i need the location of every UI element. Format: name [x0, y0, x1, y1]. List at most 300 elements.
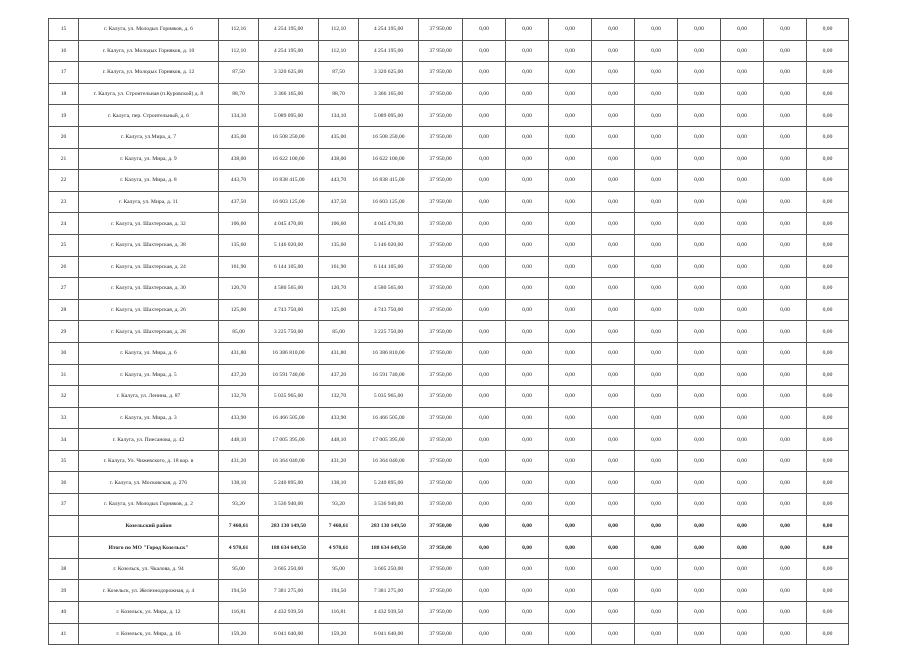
address-cell: г. Калуга, ул. Мира, д. 5 [79, 364, 219, 386]
value-cell: 0,00 [463, 40, 506, 62]
value-cell: 0,00 [721, 191, 764, 213]
table-row [49, 450, 849, 472]
value-cell: 0,00 [678, 515, 721, 537]
value-cell: 0,00 [592, 342, 635, 364]
value-cell: 125,00 [319, 299, 359, 321]
value-cell: 0,00 [678, 213, 721, 235]
value-cell: 0,00 [807, 472, 849, 494]
value-cell: 0,00 [721, 450, 764, 472]
table-row [49, 126, 849, 148]
value-cell: 0,00 [549, 472, 592, 494]
value-cell: 0,00 [592, 278, 635, 300]
value-cell: 85,00 [219, 321, 259, 343]
value-cell: 5 240 895,00 [359, 472, 419, 494]
value-cell: 134,10 [219, 105, 259, 127]
value-cell: 17 005 395,00 [259, 429, 319, 451]
value-cell: 431,20 [219, 450, 259, 472]
value-cell: 0,00 [463, 515, 506, 537]
table-row [49, 472, 849, 494]
value-cell: 0,00 [592, 623, 635, 645]
value-cell: 125,00 [219, 299, 259, 321]
value-cell: 0,00 [506, 342, 549, 364]
value-cell: 437,20 [319, 364, 359, 386]
value-cell: 0,00 [721, 126, 764, 148]
value-cell: 0,00 [549, 580, 592, 602]
value-cell: 0,00 [592, 148, 635, 170]
value-cell: 16 591 740,00 [259, 364, 319, 386]
value-cell: 37 950,00 [419, 19, 463, 41]
value-cell: 37 950,00 [419, 148, 463, 170]
value-cell: 3 605 250,00 [259, 558, 319, 580]
value-cell: 0,00 [678, 321, 721, 343]
value-cell: 4 045 470,00 [259, 213, 319, 235]
value-cell: 0,00 [592, 126, 635, 148]
value-cell: 3 366 165,00 [359, 83, 419, 105]
value-cell: 0,00 [506, 299, 549, 321]
value-cell: 0,00 [506, 278, 549, 300]
value-cell: 0,00 [506, 494, 549, 516]
value-cell: 0,00 [592, 62, 635, 84]
address-cell: г. Калуга, ул. Мира, д. 8 [79, 170, 219, 192]
address-cell: г. Калуга, ул. Строительная (п.Куровской) д. 8 [79, 83, 219, 105]
table-row [49, 299, 849, 321]
value-cell: 0,00 [721, 580, 764, 602]
value-cell: 5 146 020,00 [259, 234, 319, 256]
value-cell: 16 386 810,00 [259, 342, 319, 364]
address-cell: г. Калуга, ул. Шахтерская, д. 38 [79, 234, 219, 256]
value-cell: 0,00 [721, 321, 764, 343]
value-cell: 7 381 275,00 [359, 580, 419, 602]
value-cell: 188 634 649,50 [259, 537, 319, 559]
table-row [49, 429, 849, 451]
value-cell: 0,00 [807, 407, 849, 429]
value-cell: 134,10 [319, 105, 359, 127]
value-cell: 0,00 [549, 19, 592, 41]
value-cell: 3 225 750,00 [359, 321, 419, 343]
address-cell: г. Калуга, ул. Молодых Горняков, д. 2 [79, 494, 219, 516]
value-cell: 0,00 [764, 19, 807, 41]
value-cell: 0,00 [506, 105, 549, 127]
row-number: 35 [49, 450, 79, 472]
value-cell: 0,00 [463, 148, 506, 170]
address-cell: г. Калуга, Ул. Чижевского, д. 18 кор. в [79, 450, 219, 472]
value-cell: 435,00 [319, 126, 359, 148]
value-cell: 438,00 [219, 148, 259, 170]
value-cell: 0,00 [678, 105, 721, 127]
value-cell: 0,00 [549, 191, 592, 213]
value-cell: 37 950,00 [419, 278, 463, 300]
value-cell: 7 460,61 [219, 515, 259, 537]
value-cell: 0,00 [592, 580, 635, 602]
value-cell: 0,00 [764, 623, 807, 645]
value-cell: 3 605 250,00 [359, 558, 419, 580]
value-cell: 0,00 [549, 429, 592, 451]
row-number: 25 [49, 234, 79, 256]
value-cell: 0,00 [592, 515, 635, 537]
value-cell: 0,00 [635, 407, 678, 429]
value-cell: 0,00 [807, 450, 849, 472]
value-cell: 0,00 [807, 278, 849, 300]
value-cell: 0,00 [764, 278, 807, 300]
value-cell: 0,00 [678, 278, 721, 300]
value-cell: 0,00 [807, 515, 849, 537]
value-cell: 0,00 [635, 558, 678, 580]
value-cell: 0,00 [635, 83, 678, 105]
value-cell: 0,00 [721, 515, 764, 537]
address-cell: г. Калуга, ул. Шахтерская, д. 26 [79, 299, 219, 321]
table-row [49, 148, 849, 170]
value-cell: 0,00 [592, 19, 635, 41]
value-cell: 0,00 [635, 278, 678, 300]
value-cell: 0,00 [807, 386, 849, 408]
value-cell: 435,00 [219, 126, 259, 148]
value-cell: 0,00 [592, 321, 635, 343]
address-cell: г. Калуга, пер. Строительный, д. 6 [79, 105, 219, 127]
value-cell: 448,10 [219, 429, 259, 451]
value-cell: 0,00 [635, 429, 678, 451]
value-cell: 0,00 [549, 515, 592, 537]
value-cell: 5 240 895,00 [259, 472, 319, 494]
housing-table [48, 18, 849, 645]
value-cell: 4 743 750,00 [259, 299, 319, 321]
value-cell: 88,70 [219, 83, 259, 105]
row-number: 34 [49, 429, 79, 451]
value-cell: 37 950,00 [419, 580, 463, 602]
value-cell: 0,00 [721, 494, 764, 516]
value-cell: 37 950,00 [419, 407, 463, 429]
value-cell: 0,00 [549, 40, 592, 62]
value-cell: 16 622 100,00 [259, 148, 319, 170]
value-cell: 0,00 [635, 580, 678, 602]
value-cell: 0,00 [678, 623, 721, 645]
value-cell: 106,60 [219, 213, 259, 235]
row-number: 22 [49, 170, 79, 192]
value-cell: 95,00 [319, 558, 359, 580]
value-cell: 0,00 [463, 580, 506, 602]
value-cell: 0,00 [592, 170, 635, 192]
address-cell: г. Калуга, ул. Мира, д. 9 [79, 148, 219, 170]
value-cell: 138,10 [319, 472, 359, 494]
address-cell: г. Калуга, ул. Шахтерская, д. 32 [79, 213, 219, 235]
row-number: 30 [49, 342, 79, 364]
value-cell: 16 508 250,00 [359, 126, 419, 148]
value-cell: 16 622 100,00 [359, 148, 419, 170]
value-cell: 0,00 [463, 407, 506, 429]
value-cell: 0,00 [463, 299, 506, 321]
value-cell: 0,00 [463, 126, 506, 148]
value-cell: 0,00 [764, 515, 807, 537]
value-cell: 0,00 [807, 126, 849, 148]
value-cell: 283 130 149,50 [359, 515, 419, 537]
value-cell: 0,00 [678, 558, 721, 580]
value-cell: 0,00 [463, 19, 506, 41]
value-cell: 0,00 [463, 62, 506, 84]
value-cell: 0,00 [764, 170, 807, 192]
value-cell: 433,90 [319, 407, 359, 429]
value-cell: 37 950,00 [419, 234, 463, 256]
value-cell: 0,00 [549, 299, 592, 321]
value-cell: 5 035 965,00 [259, 386, 319, 408]
value-cell: 0,00 [678, 299, 721, 321]
table-row [49, 623, 849, 645]
value-cell: 0,00 [764, 62, 807, 84]
value-cell: 0,00 [764, 191, 807, 213]
address-cell: г. Козельск, ул. Мира, д. 16 [79, 623, 219, 645]
value-cell: 3 366 165,00 [259, 83, 319, 105]
value-cell: 0,00 [592, 429, 635, 451]
value-cell: 37 950,00 [419, 256, 463, 278]
table-row [49, 40, 849, 62]
row-number: 20 [49, 126, 79, 148]
value-cell: 0,00 [506, 234, 549, 256]
value-cell: 95,00 [219, 558, 259, 580]
value-cell: 135,60 [219, 234, 259, 256]
value-cell: 4 254 195,00 [359, 19, 419, 41]
value-cell: 0,00 [592, 40, 635, 62]
value-cell: 17 005 395,00 [359, 429, 419, 451]
value-cell: 0,00 [807, 602, 849, 624]
value-cell: 0,00 [592, 299, 635, 321]
value-cell: 0,00 [764, 450, 807, 472]
value-cell: 0,00 [592, 256, 635, 278]
value-cell: 0,00 [549, 148, 592, 170]
value-cell: 138,10 [219, 472, 259, 494]
table-row [49, 256, 849, 278]
value-cell: 0,00 [635, 623, 678, 645]
table-row [49, 105, 849, 127]
value-cell: 0,00 [678, 40, 721, 62]
value-cell: 0,00 [721, 299, 764, 321]
value-cell: 0,00 [764, 234, 807, 256]
address-cell: г. Калуга, ул. Мира, д. 11 [79, 191, 219, 213]
value-cell: 16 603 125,00 [259, 191, 319, 213]
row-number: 31 [49, 364, 79, 386]
value-cell: 0,00 [807, 342, 849, 364]
summary-row [49, 515, 849, 537]
value-cell: 0,00 [721, 386, 764, 408]
value-cell: 37 950,00 [419, 558, 463, 580]
value-cell: 194,50 [319, 580, 359, 602]
value-cell: 437,50 [219, 191, 259, 213]
value-cell: 0,00 [635, 342, 678, 364]
value-cell: 443,70 [219, 170, 259, 192]
value-cell: 0,00 [506, 191, 549, 213]
value-cell: 0,00 [592, 213, 635, 235]
value-cell: 0,00 [635, 126, 678, 148]
value-cell: 4 254 195,00 [359, 40, 419, 62]
value-cell: 5 035 965,00 [359, 386, 419, 408]
value-cell: 0,00 [807, 191, 849, 213]
value-cell: 0,00 [506, 429, 549, 451]
value-cell: 161,90 [219, 256, 259, 278]
value-cell: 0,00 [807, 234, 849, 256]
value-cell: 0,00 [764, 494, 807, 516]
value-cell: 0,00 [678, 126, 721, 148]
value-cell: 16 466 505,00 [359, 407, 419, 429]
row-number: 18 [49, 83, 79, 105]
value-cell: 0,00 [463, 234, 506, 256]
value-cell: 0,00 [506, 40, 549, 62]
value-cell: 0,00 [592, 386, 635, 408]
value-cell: 0,00 [506, 256, 549, 278]
value-cell: 0,00 [764, 364, 807, 386]
value-cell: 0,00 [463, 429, 506, 451]
row-number: 36 [49, 472, 79, 494]
value-cell: 0,00 [721, 278, 764, 300]
value-cell: 0,00 [463, 278, 506, 300]
value-cell: 0,00 [764, 407, 807, 429]
value-cell: 0,00 [807, 364, 849, 386]
value-cell: 0,00 [678, 83, 721, 105]
value-cell: 0,00 [506, 537, 549, 559]
value-cell: 0,00 [721, 148, 764, 170]
value-cell: 433,90 [219, 407, 259, 429]
row-number: 40 [49, 602, 79, 624]
value-cell: 37 950,00 [419, 83, 463, 105]
value-cell: 0,00 [721, 40, 764, 62]
value-cell: 0,00 [807, 537, 849, 559]
value-cell: 6 144 105,00 [259, 256, 319, 278]
value-cell: 0,00 [678, 256, 721, 278]
value-cell: 0,00 [506, 515, 549, 537]
table-row [49, 213, 849, 235]
value-cell: 37 950,00 [419, 40, 463, 62]
value-cell: 0,00 [506, 170, 549, 192]
value-cell: 37 950,00 [419, 191, 463, 213]
value-cell: 0,00 [721, 62, 764, 84]
value-cell: 0,00 [807, 213, 849, 235]
table-row [49, 278, 849, 300]
value-cell: 0,00 [549, 342, 592, 364]
value-cell: 16 591 740,00 [359, 364, 419, 386]
value-cell: 7 460,61 [319, 515, 359, 537]
value-cell: 0,00 [549, 126, 592, 148]
value-cell: 0,00 [678, 580, 721, 602]
value-cell: 0,00 [678, 191, 721, 213]
value-cell: 93,20 [319, 494, 359, 516]
value-cell: 0,00 [506, 321, 549, 343]
value-cell: 0,00 [506, 602, 549, 624]
value-cell: 0,00 [463, 321, 506, 343]
table-row [49, 62, 849, 84]
value-cell: 0,00 [463, 537, 506, 559]
address-cell: г. Калуга, ул.Мира, д. 7 [79, 126, 219, 148]
value-cell: 0,00 [463, 472, 506, 494]
value-cell: 0,00 [721, 364, 764, 386]
value-cell: 16 466 505,00 [259, 407, 319, 429]
value-cell: 0,00 [592, 234, 635, 256]
value-cell: 0,00 [592, 450, 635, 472]
row-number: 32 [49, 386, 79, 408]
row-number: 29 [49, 321, 79, 343]
value-cell: 120,70 [319, 278, 359, 300]
value-cell: 37 950,00 [419, 472, 463, 494]
row-number: 26 [49, 256, 79, 278]
value-cell: 0,00 [506, 62, 549, 84]
value-cell: 0,00 [721, 407, 764, 429]
value-cell: 0,00 [506, 364, 549, 386]
value-cell: 0,00 [764, 148, 807, 170]
value-cell: 5 089 095,00 [259, 105, 319, 127]
value-cell: 0,00 [678, 602, 721, 624]
value-cell: 283 130 149,50 [259, 515, 319, 537]
value-cell: 4 743 750,00 [359, 299, 419, 321]
value-cell: 0,00 [721, 537, 764, 559]
row-number: 15 [49, 19, 79, 41]
table-row [49, 558, 849, 580]
value-cell: 106,60 [319, 213, 359, 235]
value-cell: 0,00 [549, 623, 592, 645]
address-cell: г. Калуга, ул. Мира, д. 6 [79, 342, 219, 364]
value-cell: 132,70 [219, 386, 259, 408]
value-cell: 0,00 [549, 537, 592, 559]
value-cell: 0,00 [463, 256, 506, 278]
value-cell: 37 950,00 [419, 602, 463, 624]
value-cell: 5 146 020,00 [359, 234, 419, 256]
value-cell: 3 320 625,00 [359, 62, 419, 84]
value-cell: 437,20 [219, 364, 259, 386]
value-cell: 0,00 [678, 148, 721, 170]
value-cell: 0,00 [549, 602, 592, 624]
value-cell: 0,00 [635, 472, 678, 494]
value-cell: 0,00 [721, 83, 764, 105]
address-cell: г. Калуга, ул. Московская, д. 276 [79, 472, 219, 494]
value-cell: 37 950,00 [419, 321, 463, 343]
value-cell: 0,00 [721, 472, 764, 494]
value-cell: 443,70 [319, 170, 359, 192]
value-cell: 37 950,00 [419, 450, 463, 472]
value-cell: 0,00 [635, 40, 678, 62]
value-cell: 16 603 125,00 [359, 191, 419, 213]
value-cell: 0,00 [592, 494, 635, 516]
value-cell: 0,00 [592, 472, 635, 494]
value-cell: 0,00 [807, 494, 849, 516]
value-cell: 0,00 [764, 342, 807, 364]
address-cell: г. Калуга, ул. Шахтерская, д. 24 [79, 256, 219, 278]
value-cell: 438,00 [319, 148, 359, 170]
value-cell: 0,00 [635, 494, 678, 516]
value-cell: 0,00 [678, 386, 721, 408]
value-cell: 0,00 [549, 234, 592, 256]
value-cell: 0,00 [764, 105, 807, 127]
value-cell: 112,10 [219, 40, 259, 62]
table-row [49, 342, 849, 364]
value-cell: 37 950,00 [419, 515, 463, 537]
value-cell: 0,00 [635, 234, 678, 256]
value-cell: 0,00 [592, 105, 635, 127]
value-cell: 0,00 [807, 170, 849, 192]
address-cell: г. Калуга, ул. Молодых Горняков, д. 6 [79, 19, 219, 41]
value-cell: 0,00 [635, 386, 678, 408]
address-cell: г. Калуга, ул. Пиесанова, д. 42 [79, 429, 219, 451]
value-cell: 0,00 [506, 407, 549, 429]
value-cell: 0,00 [807, 62, 849, 84]
value-cell: 0,00 [463, 170, 506, 192]
value-cell: 6 144 105,00 [359, 256, 419, 278]
document-page [48, 18, 848, 645]
value-cell: 37 950,00 [419, 299, 463, 321]
value-cell: 0,00 [764, 537, 807, 559]
value-cell: 0,00 [506, 472, 549, 494]
value-cell: 0,00 [764, 558, 807, 580]
value-cell: 0,00 [506, 558, 549, 580]
value-cell: 0,00 [807, 148, 849, 170]
value-cell: 0,00 [721, 558, 764, 580]
value-cell: 88,70 [319, 83, 359, 105]
value-cell: 0,00 [506, 126, 549, 148]
row-number: 21 [49, 148, 79, 170]
value-cell: 4 580 565,00 [359, 278, 419, 300]
